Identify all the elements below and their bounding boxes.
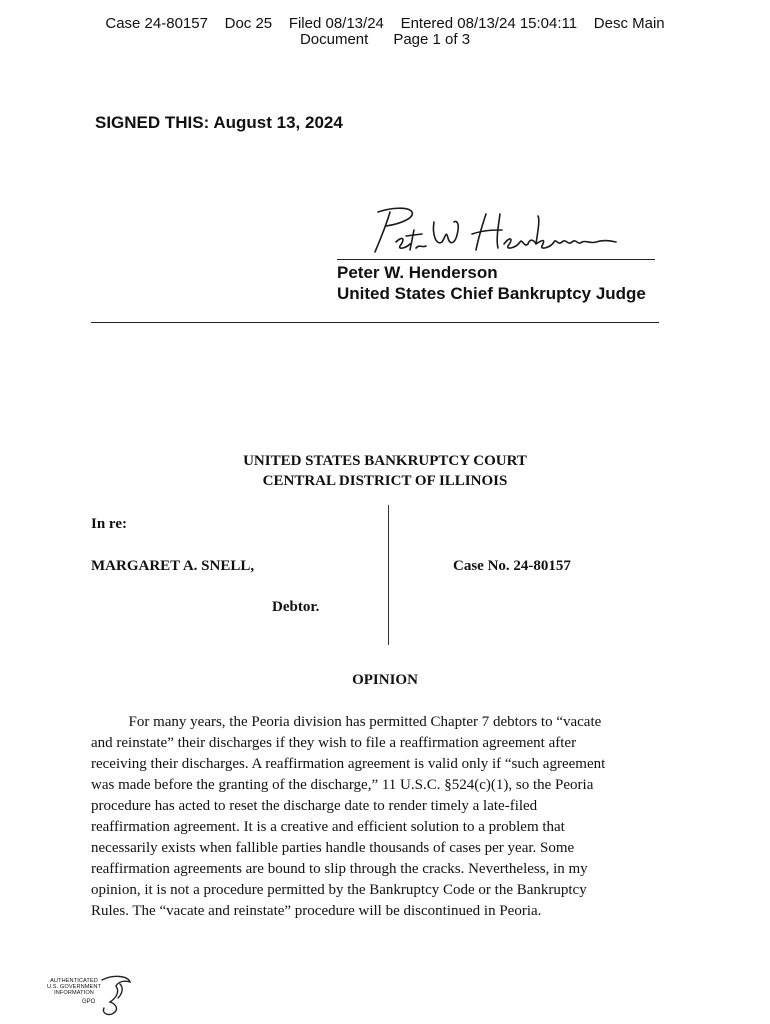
- case-number: Case No. 24-80157: [453, 558, 571, 574]
- body-line: reaffirmation agreements are bound to slip through the cracks. Nevertheless, in my: [91, 861, 588, 877]
- document-label: Document: [299, 31, 369, 48]
- body-line: For many years, the Peoria division has permitted Chapter 7 debtors to “vacate: [91, 714, 602, 730]
- doc-number: Doc 25: [224, 15, 273, 32]
- gpo-label: GPO: [82, 999, 96, 1005]
- court-name: UNITED STATES BANKRUPTCY COURT: [243, 453, 527, 469]
- case-number-header: Case 24-80157: [105, 15, 208, 32]
- body-line: reaffirmation agreement. It is a creative and efficient solution to a problem that: [91, 819, 565, 835]
- debtor-name: MARGARET A. SNELL,: [91, 558, 255, 574]
- eagle-icon: [94, 972, 134, 1018]
- gpo-authentication-seal: [44, 972, 134, 1018]
- desc-main: Desc Main: [593, 15, 665, 32]
- judge-name: Peter W. Henderson: [337, 263, 498, 282]
- debtor-label: Debtor.: [272, 599, 320, 615]
- opinion-heading: OPINION: [352, 672, 418, 688]
- caption-divider: [388, 505, 389, 645]
- body-line: receiving their discharges. A reaffirmation agreement is valid only if “such agreement: [91, 756, 606, 772]
- gpo-seal-text: AUTHENTICATED U.S. GOVERNMENT INFORMATION: [46, 978, 102, 997]
- signature-rule: [337, 259, 655, 260]
- judge-signature: [360, 200, 620, 260]
- entered-date: Entered 08/13/24 15:04:11: [400, 15, 578, 32]
- signed-date-line: SIGNED THIS: August 13, 2024: [95, 113, 343, 132]
- in-re-label: In re:: [91, 516, 127, 532]
- filed-date: Filed 08/13/24: [288, 15, 384, 32]
- body-line: necessarily exists when fallible parties handle thousands of cases per year. Some: [91, 840, 575, 856]
- body-line: opinion, it is not a procedure permitted by the Bankruptcy Code or the Bankruptcy: [91, 882, 587, 898]
- court-district: CENTRAL DISTRICT OF ILLINOIS: [262, 473, 508, 489]
- body-line: procedure has acted to reset the discharge date to render timely a late-filed: [91, 798, 538, 814]
- opinion-body: [91, 712, 673, 922]
- page-indicator: Page 1 of 3: [393, 31, 471, 48]
- body-line: Rules. The “vacate and reinstate” procedure will be discontinued in Peoria.: [91, 903, 542, 919]
- docket-header-line2: [0, 31, 770, 48]
- body-line: was made before the granting of the discharge,” 11 U.S.C. §524(c)(1), so the Peoria: [91, 777, 594, 793]
- separator-rule: [91, 322, 659, 323]
- docket-header-line1: [0, 15, 770, 32]
- judge-title: United States Chief Bankruptcy Judge: [337, 284, 646, 303]
- body-line: and reinstate” their discharges if they wish to file a reaffirmation agreement after: [91, 735, 577, 751]
